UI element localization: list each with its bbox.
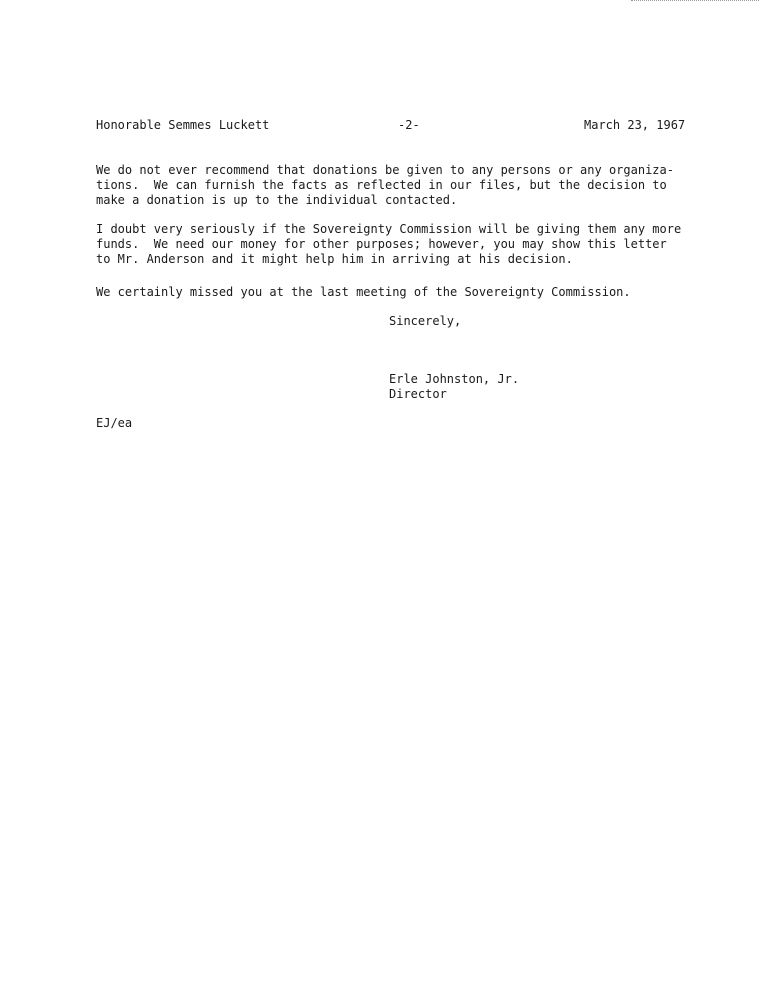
paragraph-line: tions. We can furnish the facts as reflected in our files, but the decision to [96,178,667,192]
paragraph-funds [96,222,716,267]
paragraph-line: I doubt very seriously if the Sovereignty Commission will be giving them any more [96,222,682,236]
signer-name: Erle Johnston, Jr. [389,372,520,386]
letter-date: March 23, 1967 [584,118,686,132]
page-number: -2- [398,118,420,132]
closing-salutation: Sincerely, [389,314,462,328]
signer-title: Director [389,387,447,401]
paragraph-line: funds. We need our money for other purposes; however, you may show this letter [96,237,667,251]
paragraph-donations [96,163,716,208]
paragraph-line: We certainly missed you at the last meeting of the Sovereignty Commission. [96,285,631,299]
paragraph-line: to Mr. Anderson and it might help him in arriving at his decision. [96,252,573,266]
paragraph-meeting [96,285,716,300]
paragraph-line: We do not ever recommend that donations be given to any persons or any organiza- [96,163,674,177]
scan-edge-mark [631,0,759,1]
recipient-name: Honorable Semmes Luckett [96,118,270,132]
typist-initials: EJ/ea [96,416,133,430]
signature-block [389,372,519,402]
paragraph-line: make a donation is up to the individual contacted. [96,193,458,207]
